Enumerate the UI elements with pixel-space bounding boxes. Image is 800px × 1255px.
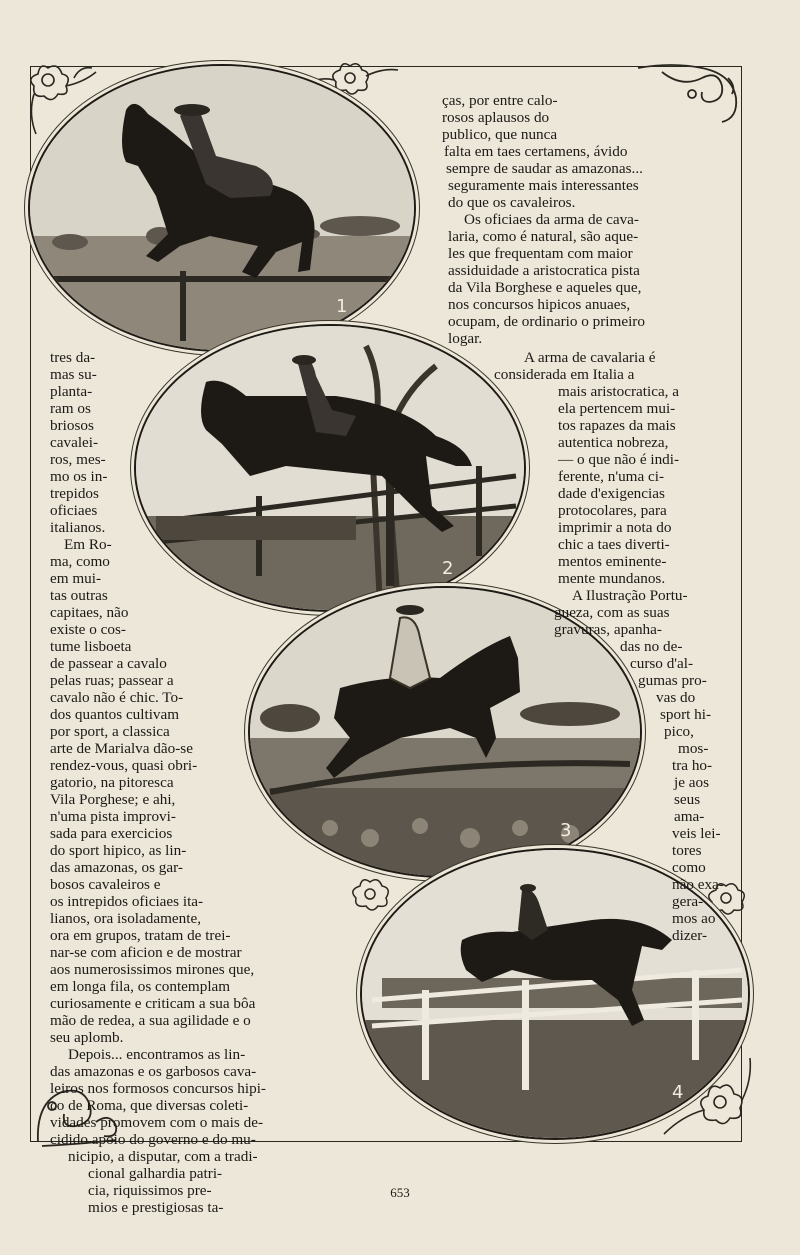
text-line: pelas ruas; passear a	[50, 672, 174, 689]
text-line: ram os	[50, 400, 91, 417]
text-line: mais aristocratica, a	[558, 383, 680, 400]
text-line: mios e prestigiosas ta-	[88, 1199, 224, 1216]
text-line: seguramente mais interessantes	[448, 177, 639, 194]
text-line: ora em grupos, tratam de trei-	[50, 927, 231, 944]
text-line: ela pertencem mui-	[558, 400, 676, 417]
text-line: capitaes, não	[50, 604, 129, 621]
text-line: mentos eminente-	[558, 553, 667, 570]
text-line: ama-	[674, 808, 705, 825]
text-line: gumas pro-	[638, 672, 707, 689]
text-line: considerada em Italia a	[494, 366, 635, 383]
text-line: sada para exercicios	[50, 825, 173, 842]
text-line: tra ho-	[672, 757, 713, 774]
text-line: em mui-	[50, 570, 102, 587]
text-line: dos quantos cultivam	[50, 706, 180, 723]
text-line: tume lisboeta	[50, 638, 132, 655]
text-line: rendez-vous, quasi obri-	[50, 757, 198, 774]
text-line: tas outras	[50, 587, 108, 604]
text-line: imprimir a nota do	[558, 519, 672, 536]
text-line: falta em taes certamens, ávido	[444, 143, 628, 160]
text-line: ocupam, de ordinario o primeiro	[448, 313, 645, 330]
text-line: co de Roma, que diversas coleti-	[50, 1097, 249, 1114]
text-line: de passear a cavalo	[50, 655, 167, 672]
photo-label-4: 4	[672, 1082, 684, 1103]
text-line: mão de redea, a sua agilidade e o	[50, 1012, 251, 1029]
text-line: logar.	[448, 330, 483, 347]
text-line: assiduidade a aristocratica pista	[448, 262, 640, 279]
text-line: gueza, com as suas	[554, 604, 670, 621]
text-line: seus	[674, 791, 701, 808]
text-line: arte de Marialva dão-se	[50, 740, 193, 757]
text-line: mas su-	[50, 366, 97, 383]
text-line: ças, por entre calo-	[442, 92, 558, 109]
text-line: aos numerosissimos mirones que,	[50, 961, 255, 978]
text-line: gatorio, na pitoresca	[50, 774, 174, 791]
page-number: 653	[390, 1185, 410, 1200]
text-line: dizer-	[672, 927, 708, 944]
text-line: das amazonas e os garbosos cava-	[50, 1063, 257, 1080]
text-line: cavalo não é chic. To-	[50, 689, 184, 706]
text-column-right-mid	[494, 349, 724, 944]
text-line: A Ilustração Portu-	[572, 587, 688, 604]
text-line: nos concursos hipicos anuaes,	[448, 296, 631, 313]
text-line: bosos cavaleiros e	[50, 876, 161, 893]
text-line: por sport, a classica	[50, 723, 170, 740]
text-line: sport hi-	[660, 706, 712, 723]
text-line: mo os in-	[50, 468, 108, 485]
text-line: veis lei-	[672, 825, 721, 842]
text-line: existe o cos-	[50, 621, 126, 638]
text-line: oficiaes	[50, 502, 98, 519]
text-line: autentica nobreza,	[558, 434, 669, 451]
photo-label-1: 1	[336, 296, 348, 317]
text-line: curso d'al-	[630, 655, 694, 672]
text-line: — o que não é indi-	[558, 451, 680, 468]
text-line: das no de-	[620, 638, 683, 655]
text-line: les que frequentam com maior	[448, 245, 633, 262]
text-line: laria, como é natural, são aque-	[448, 228, 639, 245]
text-line: nar-se com aficion e de mostrar	[50, 944, 242, 961]
text-line: tos rapazes da mais	[558, 417, 676, 434]
text-line: cia, riquissimos pre-	[88, 1182, 212, 1199]
photo-label-3: 3	[560, 820, 572, 841]
text-line: do que os cavaleiros.	[448, 194, 576, 211]
text-line: das amazonas, os gar-	[50, 859, 183, 876]
text-line: cavalei-	[50, 434, 99, 451]
text-line: ma, como	[50, 553, 110, 570]
text-line: protocolares, para	[558, 502, 667, 519]
text-line: italianos.	[50, 519, 106, 536]
text-line: cidido apoio do governo e do mu-	[50, 1131, 256, 1148]
text-line: mos-	[678, 740, 709, 757]
text-line: mente mundanos.	[558, 570, 666, 587]
text-line: Depois... encontramos as lin-	[68, 1046, 246, 1063]
text-line: publico, que nunca	[442, 126, 558, 143]
text-line: cional galhardia patri-	[88, 1165, 223, 1182]
text-line: curiosamente e criticam a sua bôa	[50, 995, 256, 1012]
text-line: gravuras, apanha-	[554, 621, 662, 638]
text-line: Os oficiaes da arma de cava-	[464, 211, 639, 228]
text-line: planta-	[50, 383, 93, 400]
text-line: chic a taes diverti-	[558, 536, 670, 553]
text-line: em longa fila, os contemplam	[50, 978, 231, 995]
text-line: ros, mes-	[50, 451, 106, 468]
photo-label-2: 2	[442, 558, 454, 579]
text-line: dade d'exigencias	[558, 485, 665, 502]
text-line: da Vila Borghese e aqueles que,	[448, 279, 642, 296]
text-line: como	[672, 859, 706, 876]
text-line: Em Ro-	[64, 536, 112, 553]
text-line: gera-	[672, 893, 704, 910]
text-line: pico,	[664, 723, 694, 740]
text-line: mos ao	[672, 910, 716, 927]
text-line: vas do	[656, 689, 696, 706]
text-line: do sport hipico, as lin-	[50, 842, 187, 859]
text-line: ferente, n'uma ci-	[558, 468, 665, 485]
text-column-left	[50, 349, 350, 1216]
text-column-right-top	[408, 92, 730, 347]
text-line: tores	[672, 842, 702, 859]
text-line: nicipio, a disputar, com a tradi-	[68, 1148, 258, 1165]
text-line: tres da-	[50, 349, 96, 366]
text-line: briosos	[50, 417, 94, 434]
text-line: Vila Porghese; e ahi,	[50, 791, 176, 808]
photo-1-amazon-jumping	[28, 64, 416, 352]
text-line: sempre de saudar as amazonas...	[446, 160, 643, 177]
text-line: leiros nos formosos concursos hipi-	[50, 1080, 266, 1097]
text-line: rosos aplausos do	[442, 109, 550, 126]
text-line: n'uma pista improvi-	[50, 808, 176, 825]
text-line: não exa-	[672, 876, 724, 893]
text-line: vidades promovem com o mais de-	[50, 1114, 263, 1131]
text-line: trepidos	[50, 485, 99, 502]
text-line: os intrepidos oficiaes ita-	[50, 893, 204, 910]
text-line: seu aplomb.	[50, 1029, 124, 1046]
text-line: A arma de cavalaria é	[524, 349, 656, 366]
text-line: lianos, ora isoladamente,	[50, 910, 201, 927]
text-line: je aos	[674, 774, 710, 791]
